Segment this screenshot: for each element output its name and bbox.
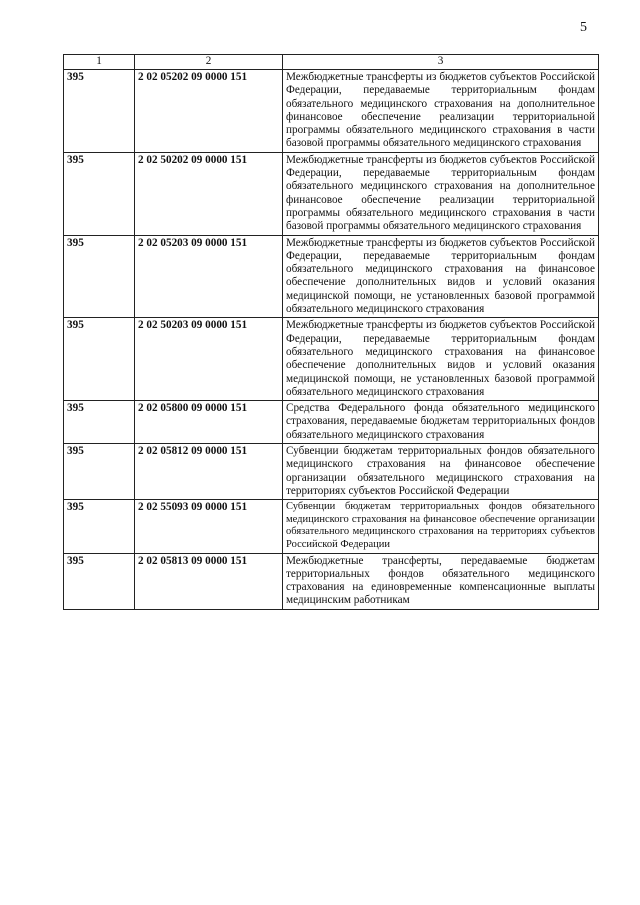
column-header-2: 2 xyxy=(135,55,283,70)
budget-code-cell: 2 02 05202 09 0000 151 xyxy=(135,70,283,153)
table-row xyxy=(64,235,599,318)
table-row xyxy=(64,500,599,553)
column-header-3: 3 xyxy=(283,55,599,70)
table-row xyxy=(64,152,599,235)
budget-code-cell: 2 02 50202 09 0000 151 xyxy=(135,152,283,235)
budget-codes-table xyxy=(63,54,599,610)
table-row xyxy=(64,553,599,609)
column-header-1: 1 xyxy=(64,55,135,70)
admin-code-cell: 395 xyxy=(64,318,135,401)
admin-code-cell: 395 xyxy=(64,444,135,500)
admin-code-cell: 395 xyxy=(64,500,135,553)
page-number: 5 xyxy=(580,20,587,35)
table-row xyxy=(64,401,599,444)
admin-code-cell: 395 xyxy=(64,401,135,444)
table-row xyxy=(64,318,599,401)
description-cell: Межбюджетные трансферты, передаваемые бюджетам территориальных фондов обязательного медицинского страхования на единовременные компенсационные выплаты медицинским работникам xyxy=(283,553,599,609)
admin-code-cell: 395 xyxy=(64,152,135,235)
description-cell: Средства Федерального фонда обязательного медицинского страхования, передаваемые бюджетам территориальных фондов обязательного медицинского страхования xyxy=(283,401,599,444)
admin-code-cell: 395 xyxy=(64,70,135,153)
budget-code-cell: 2 02 05203 09 0000 151 xyxy=(135,235,283,318)
description-cell: Субвенции бюджетам территориальных фондов обязательного медицинского страхования на финансовое обеспечение организации обязательного медицинского страхования на территориях субъектов Российской Федерации xyxy=(283,444,599,500)
admin-code-cell: 395 xyxy=(64,235,135,318)
admin-code-cell: 395 xyxy=(64,553,135,609)
description-cell: Межбюджетные трансферты из бюджетов субъектов Российской Федерации, передаваемые территориальным фондам обязательного медицинского страхования на дополнительное финансовое обеспечение реализации территориальной программы обязательного медицинского страхования в части базовой программы обязательного медицинского страхования xyxy=(283,70,599,153)
description-cell: Межбюджетные трансферты из бюджетов субъектов Российской Федерации, передаваемые территориальным фондам обязательного медицинского страхования на финансовое обеспечение дополнительных видов и условий оказания медицинской помощи, не установленных базовой программой обязательного медицинского страхования xyxy=(283,235,599,318)
budget-code-cell: 2 02 05800 09 0000 151 xyxy=(135,401,283,444)
budget-code-cell: 2 02 05813 09 0000 151 xyxy=(135,553,283,609)
description-cell: Субвенции бюджетам территориальных фондов обязательного медицинского страхования на финансовое обеспечение организации обязательного медицинского страхования на территориях субъектов Российской Федерации xyxy=(283,500,599,553)
table-row xyxy=(64,444,599,500)
budget-code-cell: 2 02 05812 09 0000 151 xyxy=(135,444,283,500)
description-cell: Межбюджетные трансферты из бюджетов субъектов Российской Федерации, передаваемые территориальным фондам обязательного медицинского страхования на финансовое обеспечение дополнительных видов и условий оказания медицинской помощи, не установленных базовой программой обязательного медицинского страхования xyxy=(283,318,599,401)
table-header-row xyxy=(64,55,599,70)
table-row xyxy=(64,70,599,153)
description-cell: Межбюджетные трансферты из бюджетов субъектов Российской Федерации, передаваемые территориальным фондам обязательного медицинского страхования на дополнительное финансовое обеспечение реализации территориальной программы обязательного медицинского страхования в части базовой программы обязательного медицинского страхования xyxy=(283,152,599,235)
budget-code-cell: 2 02 55093 09 0000 151 xyxy=(135,500,283,553)
budget-code-cell: 2 02 50203 09 0000 151 xyxy=(135,318,283,401)
